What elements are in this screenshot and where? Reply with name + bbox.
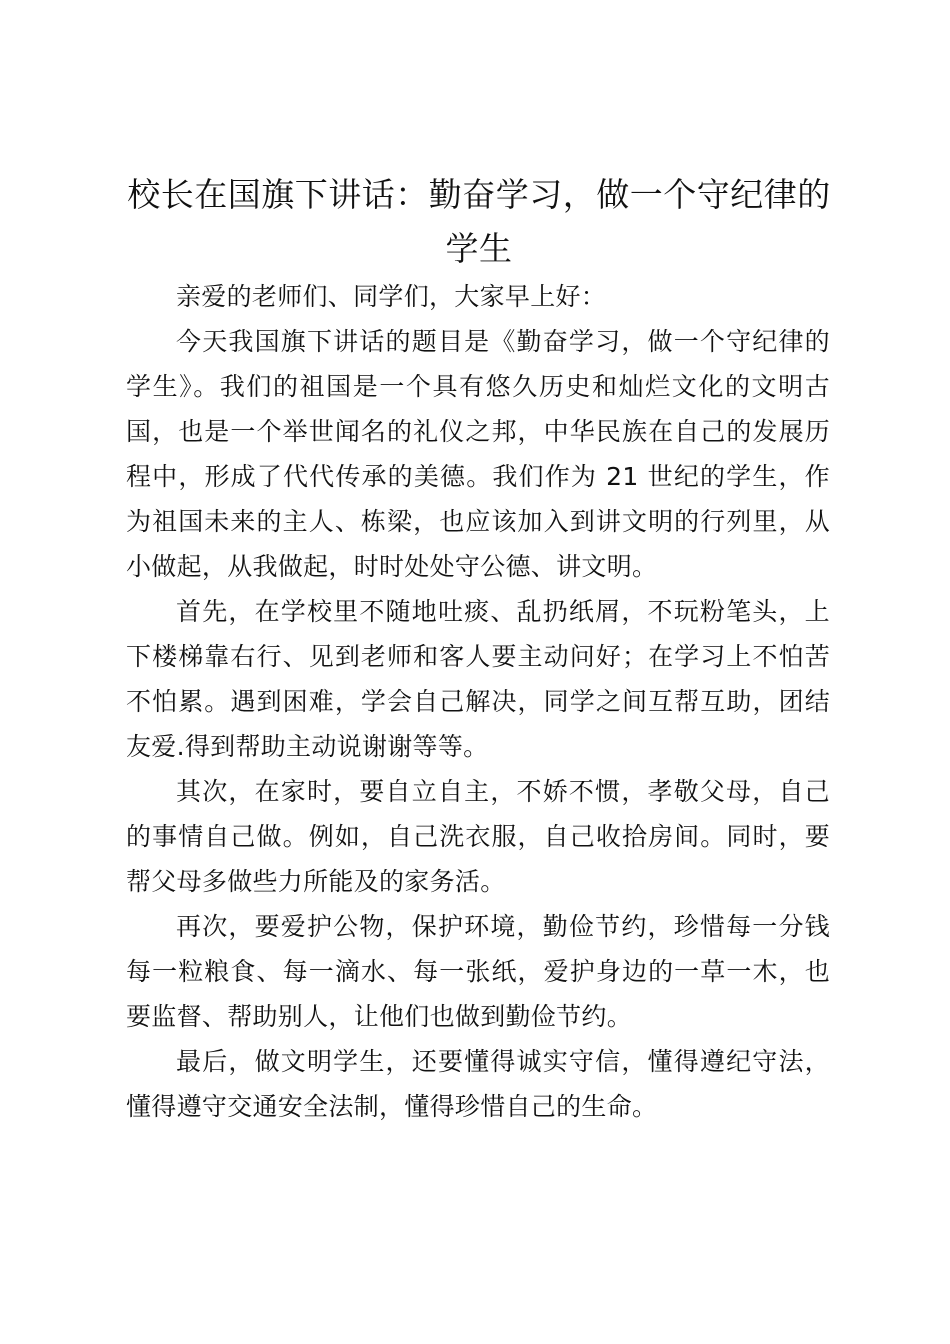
paragraph-last: 最后，做文明学生，还要懂得诚实守信，懂得遵纪守法，懂得遵守交通安全法制，懂得珍惜自己的生命。 [126, 1047, 830, 1121]
paragraph-introduction: 今天我国旗下讲话的题目是《勤奋学习，做一个守纪律的学生》。我们的祖国是一个具有悠久历史和灿烂文化的文明古国，也是一个举世闻名的礼仪之邦，中华民族在自己的发展历程中，形成了代代传承的美德。我们作为 21 世纪的学生，作为祖国未来的主人、栋梁，也应该加入到讲文明的行列里，从小做起，从我做起，时时处处守公德、讲文明。 [126, 327, 830, 581]
document-title: 校长在国旗下讲话：勤奋学习，做一个守纪律的学生 [127, 175, 831, 268]
paragraph-second: 其次，在家时，要自立自主，不娇不惯，孝敬父母，自己的事情自己做。例如，自己洗衣服，自己收拾房间。同时，要帮父母多做些力所能及的家务活。 [126, 777, 830, 896]
paragraph-third: 再次，要爱护公物，保护环境，勤俭节约，珍惜每一分钱每一粒粮食、每一滴水、每一张纸，爱护身边的一草一木，也要监督、帮助别人，让他们也做到勤俭节约。 [126, 912, 830, 1031]
paragraph-greeting: 亲爱的老师们、同学们，大家早上好： [176, 282, 607, 311]
document-body [126, 274, 830, 1129]
paragraph-first: 首先，在学校里不随地吐痰、乱扔纸屑，不玩粉笔头，上下楼梯靠右行、见到老师和客人要主动问好；在学习上不怕苦不怕累。遇到困难，学会自己解决，同学之间互帮互助，团结友爱.得到帮助主动说谢谢等等。 [126, 597, 830, 761]
